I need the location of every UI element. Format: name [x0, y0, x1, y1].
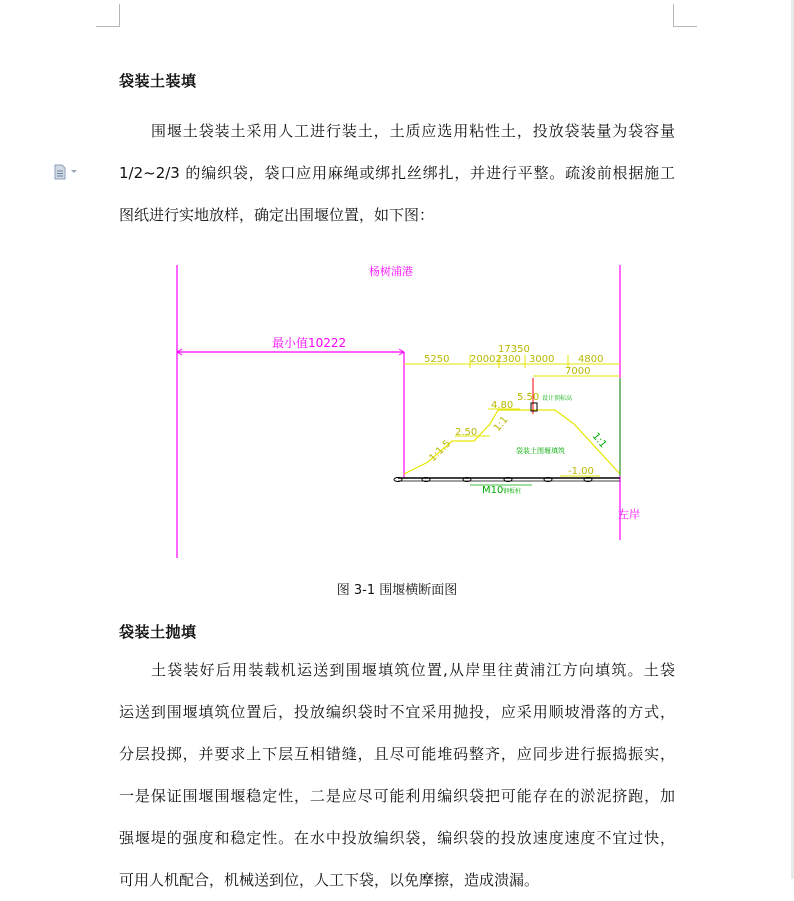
paragraph-line: 图纸进行实地放样，确定出围堰位置，如下图：: [119, 206, 435, 224]
paragraph-line: 围堰土袋装土采用人工进行装土，土质应选用粘性土，投放袋装量为袋容量: [151, 122, 675, 140]
paragraph-line: 运送到围堰填筑位置后，投放编织袋时不宜采用抛投，应采用顺坡滑落的方式，: [119, 703, 675, 721]
slope-label: 1:1: [491, 414, 511, 434]
paragraph-line: 分层投掷，并要求上下层互相错缝，且尽可能堆码整齐，应同步进行振捣振实，: [119, 745, 675, 763]
dimension-label: 5250: [424, 354, 450, 365]
elevation-label: 2.50: [455, 427, 478, 438]
pile-label: M10: [482, 485, 504, 496]
fill-label: 袋装土围堰填筑: [516, 447, 565, 455]
dimension-label: 7000: [565, 366, 591, 377]
embankment-profile: [404, 410, 620, 474]
section-heading-bag-filling: 袋装土装填: [119, 72, 197, 90]
elevation-note: 设计顶标高: [542, 395, 573, 402]
paragraph-line: 1/2~2/3 的编织袋，袋口应用麻绳或绑扎丝绑扎，并进行平整。疏浚前根据施工: [119, 164, 675, 182]
paragraph-line: 可用人机配合，机械送到位，人工下袋，以免摩擦，造成溃漏。: [119, 871, 540, 889]
slope-label: 1:1: [589, 430, 609, 451]
min-distance-label: 最小值10222: [272, 336, 347, 350]
dimension-label: 20002300: [470, 354, 521, 365]
figure-caption: 图 3-1 围堰横断面图: [336, 583, 458, 598]
paragraph-line: 土袋装好后用装载机运送到围堰填筑位置,从岸里往黄浦江方向填筑。土袋: [151, 661, 675, 679]
total-width-label: 17350: [498, 344, 530, 355]
slope-label: 1:1.5: [427, 438, 454, 465]
dimension-label: 4800: [578, 354, 604, 365]
elevation-label: 5.50: [517, 392, 540, 403]
pile-note: 钢板桩: [503, 488, 522, 495]
paragraph-bag-placing: [119, 649, 675, 901]
elevation-label: -1.00: [568, 466, 594, 477]
right-bank-label: 左岸: [618, 508, 640, 521]
elevation-label: 4.80: [491, 400, 514, 411]
section-heading-bag-placing: 袋装土抛填: [119, 623, 197, 641]
dimension-label: 3000: [529, 354, 555, 365]
top-location-label: 杨树浦港: [369, 265, 413, 278]
paragraph-line: 强堰堤的强度和稳定性。在水中投放编织袋，编织袋的投放速度速度不宜过快，: [119, 829, 675, 847]
paragraph-line: 一是保证围堰围堰稳定性，二是应尽可能利用编织袋把可能存在的淤泥挤跑，加: [119, 787, 675, 805]
